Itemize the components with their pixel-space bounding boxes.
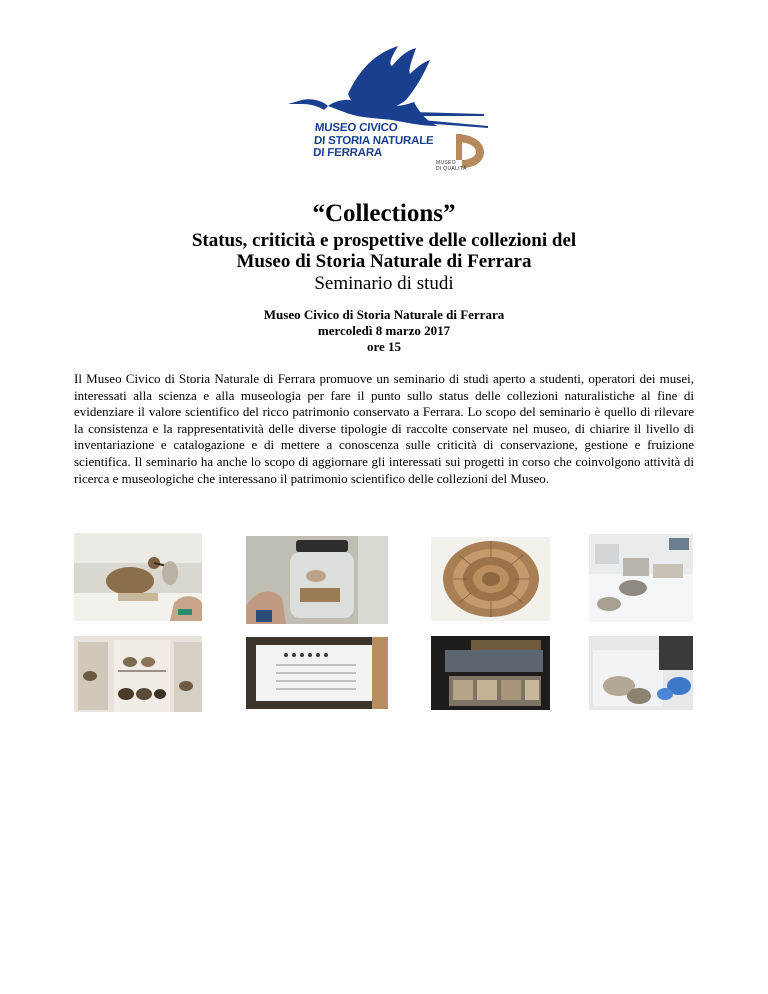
event-venue: Museo Civico di Storia Naturale di Ferrara xyxy=(263,307,505,322)
jar-specimen-photo xyxy=(246,536,388,624)
subtitle-line-3: Seminario di studi xyxy=(314,273,454,294)
page-title: “Collections” xyxy=(312,200,456,227)
ducks-cabinet-photo xyxy=(74,636,202,712)
event-time: ore 15 xyxy=(366,339,402,354)
logo-line-2: DI STORIA NATURALE xyxy=(313,134,434,147)
museum-logo-text xyxy=(313,122,446,160)
ammonite-fossil-photo xyxy=(431,537,550,621)
specimen-handling-photo xyxy=(589,636,693,710)
subtitle-line-2: Museo di Storia Naturale di Ferrara xyxy=(236,251,532,272)
quality-badge-text xyxy=(436,160,467,172)
heron-logo-icon xyxy=(288,42,498,132)
description-paragraph: Il Museo Civico di Storia Naturale di Ferrara promuove un seminario di studi aperto a studenti, operatori dei musei, interessati alla scienza e alla museologia per fare il punto sullo status delle collezioni naturalistiche al fine di evidenziare il valore scientifico del ricco patrimonio conservato a Ferrara. Lo scopo del seminario è quello di rilevare la consistenza e la rappresentatività delle diverse tipologie di raccolte conservate nel museo, di chiarire il livello di inventariazione e catalogazione e di mettere a conoscenza sulle criticità di conservazione, gestione e fruizione scientifica. Il seminario ha anche lo scopo di aggiornare gli interessati sui progetti in corso che coinvolgono attività di ricerca e museologiche che interessano il patrimonio scientifico delle collezioni del Museo. xyxy=(74,371,694,486)
bird-specimen-photo xyxy=(74,533,202,621)
display-cases-photo xyxy=(431,636,550,710)
lab-bench-photo xyxy=(589,534,693,622)
logo-line-3: DI FERRARA xyxy=(312,147,383,159)
subtitle-line-1: Status, criticità e prospettive delle collezioni del xyxy=(191,230,577,251)
badge-line-1: MUSEO xyxy=(436,160,456,166)
insect-box-photo xyxy=(246,637,388,709)
badge-line-2: DI QUALITÀ xyxy=(436,166,467,172)
event-date: mercoledì 8 marzo 2017 xyxy=(317,323,451,338)
logo-line-1: MUSEO CIVICO xyxy=(314,122,398,134)
